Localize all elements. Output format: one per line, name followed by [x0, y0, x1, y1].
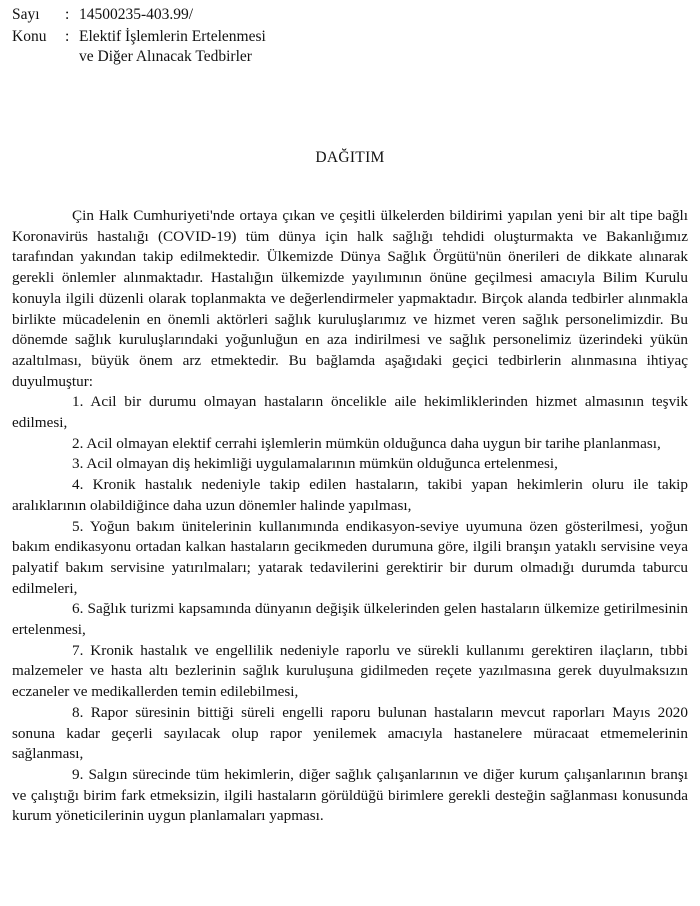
list-item-5: 5. Yoğun bakım ünitelerinin kullanımında endikasyon-seviye uyumuna özen gösterilmesi, yoğun bakım endikasyonu ortadan kalkan hastaların gecikmeden durumuna göre, ilgili branşın yataklı servisine veya palyatif bakım servisine yatırılmaları; yatarak tedavilerini gerektirir bir durum olmadığı durumda taburcu edilmeleri,: [12, 517, 688, 597]
intro-paragraph: Çin Halk Cumhuriyeti'nde ortaya çıkan ve çeşitli ülkelerden bildirimi yapılan yeni bir alt tipe bağlı Koronavirüs hastalığı (COVID-19) tüm dünya için halk sağlığı tehdidi oluşturmakta ve Bakanlığımız tarafından yakından takip edilmektedir. Ülkemizde Dünya Sağlık Örgütü'nün önerileri de dikkate alınarak gerekli önlemler alınmaktadır. Hastalığın ülkemizde yayılımının önüne geçilmesi amacıyla Bilim Kurulu konuyla ilgili düzenli olarak toplanmakta ve değerlendirmeler yapmaktadır. Birçok alanda tedbirler alınmakla birlikte mücadelenin en önemli aktörleri sağlık kuruluşlarımız ve hizmet veren sağlık personelimizdir. Bu dönemde sağlık kuruluşlarındaki yoğunluğun en aza indirilmesi ve sağlık personelimiz üzerindeki yükün azaltılması, büyük önem arz etmektedir. Bu bağlamda aşağıdaki geçici tedbirlerin alınmasına ihtiyaç duyulmuştur:: [12, 207, 688, 390]
konu-line1: Elektif İşlemlerin Ertelenmesi: [79, 28, 266, 45]
list-item-6: 6. Sağlık turizmi kapsamında dünyanın değişik ülkelerinden gelen hastaların ülkemize getirilmesinin ertelenmesi,: [12, 600, 688, 639]
sayi-label: Sayı: [12, 6, 40, 23]
konu-row: [12, 27, 266, 47]
list-item-4: 4. Kronik hastalık nedeniyle takip edilen hastaların, takibi yapan hekimlerin oluru ile takip aralıklarının olabildiğince daha uzun dönemler halinde yapılması,: [12, 476, 688, 514]
konu-colon: :: [65, 28, 70, 45]
list-item-1: 1. Acil bir durumu olmayan hastaların öncelikle aile hekimliklerinden hizmet almasının teşvik edilmesi,: [12, 393, 688, 432]
document-title: DAĞITIM: [315, 149, 385, 166]
list-item-2: 2. Acil olmayan elektif cerrahi işlemlerin mümkün olduğunca daha uygun bir tarihe planlanması,: [72, 434, 661, 452]
document-body: [12, 206, 688, 827]
sayi-colon: :: [65, 6, 70, 23]
sayi-value: 14500235-403.99/: [79, 6, 194, 23]
list-item-7: 7. Kronik hastalık ve engellilik nedeniyle raporlu ve sürekli kullanımı gerektiren ilaçların, tıbbi malzemeler ve hasta altı bezlerinin sağlık kuruluşuna gidilmeden reçete yazılmasına gerek duyulmaksızın eczaneler ve medikallerden temin edilebilmesi,: [12, 641, 688, 701]
konu-line2: ve Diğer Alınacak Tedbirler: [79, 48, 252, 65]
list-item-9: 9. Salgın sürecinde tüm hekimlerin, diğer sağlık çalışanlarının ve diğer kurum çalışanlarının branşı ve çalıştığı birim fark etmeksizin, ilgili hastaların görüldüğü birimlere gerekli desteğin sağlanması konusunda kurum yöneticilerinin uygun planlamaları yapması.: [12, 765, 688, 825]
list-item-8: 8. Rapor süresinin bittiği süreli engelli raporu bulunan hastaların mevcut raporları Mayıs 2020 sonuna kadar geçerli sayılacak olup rapor yenilemek amacıyla hastanelere müracaat etmemelerinin sağlanması,: [12, 703, 688, 763]
konu-label: Konu: [12, 28, 47, 45]
sayi-row: [12, 5, 193, 25]
list-item-3: 3. Acil olmayan diş hekimliği uygulamalarının mümkün olduğunca ertelenmesi,: [72, 455, 558, 473]
